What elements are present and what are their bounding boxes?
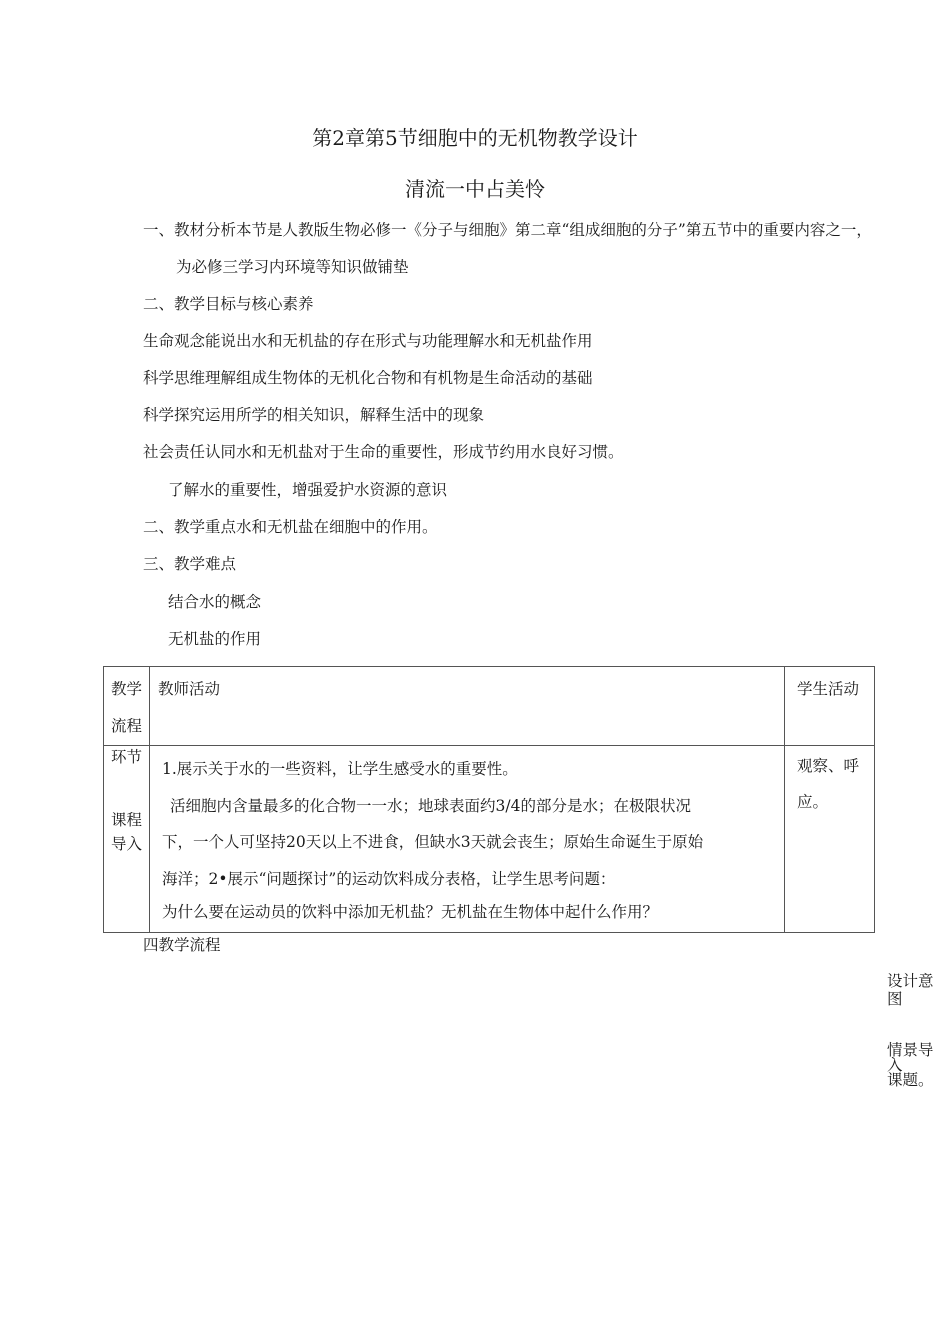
teacher-activity-line1: 1.展示关于水的一些资料，让学生感受水的重要性。 xyxy=(162,760,518,778)
side-scene-line3: 课题。 xyxy=(887,1071,934,1089)
text-line-scientific-inquiry: 科学探究运用所学的相关知识，解释生活中的现象 xyxy=(143,406,485,424)
header-cell-teacher xyxy=(150,667,785,746)
teacher-activity-line3: 下，一个人可坚持20天以上不进食，但缺水3天就会丧生；原始生命诞生于原始 xyxy=(162,833,704,851)
header-cell-student xyxy=(785,667,875,746)
row-flow-line1: 环节 xyxy=(110,748,142,766)
heading-key-points: 二、教学重点水和无机盐在细胞中的作用。 xyxy=(143,518,438,536)
text-line-material-analysis: 一、教材分析本节是人教版生物必修一《分子与细胞》第二章“组成细胞的分子”第五节中的重要内容之一， xyxy=(143,221,872,239)
header-flow-line1: 教学 xyxy=(110,680,142,698)
teacher-activity-line4: 海洋；2•展示“问题探讨”的运动饮料成分表格，让学生思考问题： xyxy=(162,869,616,888)
row-cell-flow xyxy=(104,746,150,933)
text-line-scientific-thinking: 科学思维理解组成生物体的无机化合物和有机物是生命活动的基础 xyxy=(143,369,593,387)
header-teacher-activity: 教师活动 xyxy=(158,680,221,698)
side-design-line1: 设计意 xyxy=(887,972,934,990)
side-note-scene-intro xyxy=(887,1041,947,1089)
text-line-social-responsibility: 社会责任认同水和无机盐对于生命的重要性，形成节约用水良好习惯。 xyxy=(143,443,624,461)
heading-teaching-flow: 四教学流程 xyxy=(143,936,221,954)
teacher-activity-line5: 为什么要在运动员的饮料中添加无机盐？无机盐在生物体中起什么作用？ xyxy=(162,903,659,921)
header-flow-line2: 流程 xyxy=(110,717,142,735)
author-line: 清流一中占美怜 xyxy=(405,177,545,201)
text-line-inorganic-salt: 无机盐的作用 xyxy=(168,630,262,648)
row-flow-line2: 课程 xyxy=(110,811,142,829)
teacher-activity-line2: 活细胞内含量最多的化合物一一水；地球表面约3/4的部分是水；在极限状况 xyxy=(170,796,691,815)
row-flow-line3: 导入 xyxy=(110,835,142,853)
student-activity-line1: 观察、呼 xyxy=(797,757,860,775)
lesson-table xyxy=(103,666,875,933)
row-cell-student xyxy=(785,746,875,933)
side-design-line2: 图 xyxy=(887,990,903,1008)
heading-difficulties: 三、教学难点 xyxy=(143,555,237,573)
row-cell-teacher xyxy=(150,746,785,933)
side-note-design-intent xyxy=(887,972,947,1008)
text-line-water-awareness: 了解水的重要性，增强爱护水资源的意识 xyxy=(168,481,448,499)
student-activity-line2: 应。 xyxy=(797,793,829,811)
side-scene-line2: 入 xyxy=(887,1056,903,1074)
text-line-material-analysis-cont: 为必修三学习内环境等知识做铺垫 xyxy=(176,258,409,276)
text-line-life-concept: 生命观念能说出水和无机盐的存在形式与功能理解水和无机盐作用 xyxy=(143,332,593,350)
header-cell-flow xyxy=(104,667,150,746)
text-line-bound-water: 结合水的概念 xyxy=(168,593,262,611)
header-student-activity: 学生活动 xyxy=(797,680,860,698)
side-scene-line1: 情景导 xyxy=(887,1041,934,1059)
heading-objectives: 二、教学目标与核心素养 xyxy=(143,295,314,313)
page-title: 第2章第5节细胞中的无机物教学设计 xyxy=(312,126,638,150)
table-row xyxy=(104,746,875,933)
table-header-row xyxy=(104,667,875,746)
